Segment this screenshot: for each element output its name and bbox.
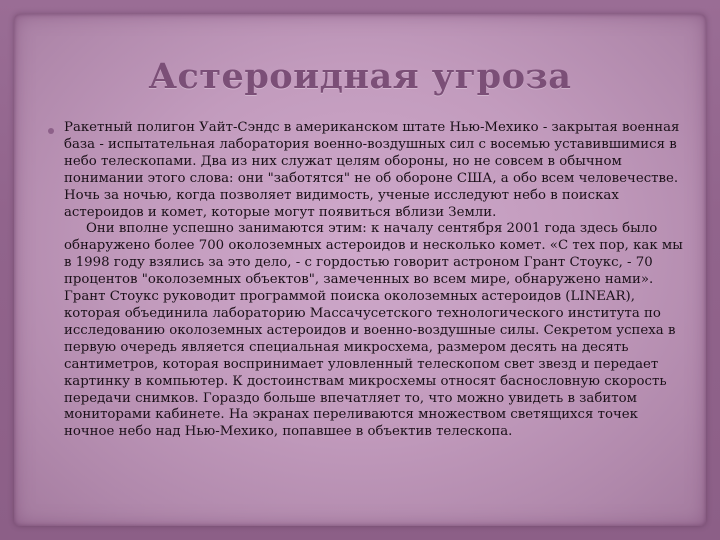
- slide-title: Астероидная угроза: [148, 56, 572, 97]
- paragraph-1: Ракетный полигон Уайт-Сэндс в американском штате Нью-Мехико - закрытая военная база - испытательная лаборатория военно-воздушных сил с восемью уставившимися в небо телескопами. Два из них служат целям обороны, но не совсем в обычном понимании этого слова: они "заботятся" не об обороне США, а обо всем человечестве. Ночь за ночью, когда позволяет видимость, ученые исследуют небо в поисках астероидов и комет, которые могут появиться вблизи Земли.: [64, 120, 680, 220]
- body-text: [64, 120, 684, 441]
- bullet-icon: [48, 128, 54, 134]
- paragraph-2: Они вполне успешно занимаются этим: к началу сентября 2001 года здесь было обнаружено более 700 околоземных астероидов и несколько комет. «С тех пор, как мы в 1998 году взялись за это дело, - с гордостью говорит астроном Грант Стоукс, - 70 процентов "околоземных объектов", замеченных во всем мире, обнаружено нами». Грант Стоукс руководит программой поиска околоземных астероидов (LINEAR), которая объединила лабораторию Массачусетского технологического института по исследованию околоземных астероидов и военно-воздушные силы. Секретом успеха в первую очередь является специальная микросхема, размером десять на десять сантиметров, которая воспринимает уловленный телескопом свет звезд и передает картинку в компьютер. К достоинствам микросхемы относят баснословную скорость передачи снимков. Гораздо больше впечатляет то, что можно увидеть в забитом мониторами кабинете. На экранах переливаются множеством светящихся точек ночное небо над Нью-Мехико, попавшее в объектив телескопа.: [64, 221, 683, 440]
